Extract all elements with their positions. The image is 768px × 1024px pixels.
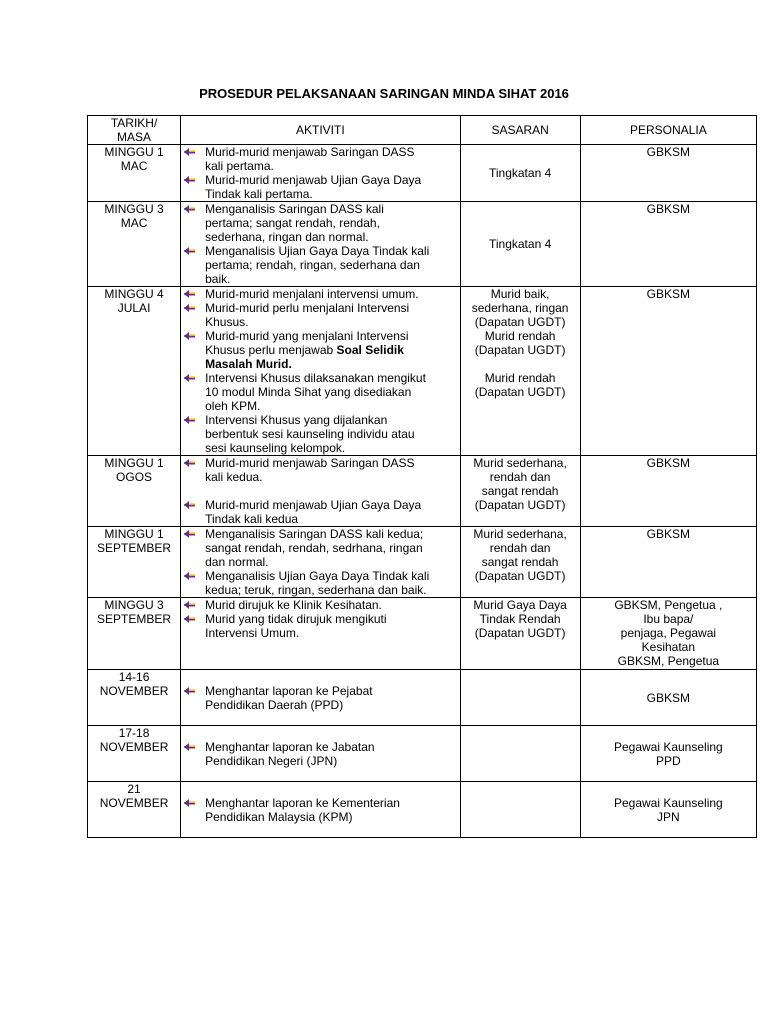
list-item: [181, 145, 459, 173]
row-activities: [181, 726, 460, 782]
table-row: [88, 598, 757, 670]
activity-line: Pendidikan Daerah (PPD): [205, 697, 344, 712]
row-target: [460, 598, 580, 670]
arrow-bullet-icon: [183, 174, 196, 186]
row-activities: [181, 287, 460, 456]
activity-line: Intervensi Umum.: [205, 626, 300, 640]
row-date: [88, 287, 181, 456]
list-item: [181, 413, 459, 455]
row-target: [460, 287, 580, 456]
row-activities: [181, 202, 460, 287]
row-date: [88, 670, 181, 726]
activity-line: sesi kaunseling kelompok.: [205, 441, 346, 455]
row-activities: [181, 527, 460, 598]
activity-line: Murid dirujuk ke Klinik Kesihatan.: [205, 598, 382, 612]
table-row: [88, 202, 757, 287]
row-target: [460, 145, 580, 202]
target-line: Murid sederhana,: [473, 456, 567, 470]
row-personnel: [580, 782, 756, 838]
date-line: MINGGU 1: [104, 527, 164, 541]
list-item: [181, 740, 459, 768]
personnel-line: PPD: [656, 753, 681, 768]
activity-list: [181, 287, 459, 455]
activity-line: Murid-murid menjalani intervensi umum.: [205, 287, 419, 301]
activity-line: Menganalisis Saringan DASS kali: [205, 202, 384, 216]
header-activity: AKTIVITI: [181, 116, 460, 145]
table-row: [88, 456, 757, 527]
arrow-bullet-icon: [183, 741, 196, 753]
activity-list: [181, 796, 459, 824]
arrow-bullet-icon: [183, 599, 196, 611]
arrow-bullet-icon: [183, 245, 196, 257]
list-item: [181, 244, 459, 286]
activity-line: Menghantar laporan ke Kementerian: [205, 795, 400, 810]
table-row: [88, 782, 757, 838]
list-item: [181, 301, 459, 329]
activity-line: pertama; sangat rendah, rendah,: [205, 216, 380, 230]
list-item: [181, 173, 459, 201]
activity-line: Murid-murid yang menjalani Intervensi: [205, 329, 409, 343]
activity-line: Khusus perlu menjawab Soal Selidik: [205, 343, 404, 357]
activity-list: [181, 598, 459, 640]
target-line: Tindak Rendah: [479, 612, 561, 626]
activity-list: [181, 145, 459, 201]
row-personnel: [580, 145, 756, 202]
bold-text: Soal Selidik: [336, 343, 404, 357]
date-line: MINGGU 4: [104, 287, 164, 301]
target-line: Murid rendah: [484, 329, 556, 343]
activity-list: [181, 202, 459, 286]
row-date: [88, 202, 181, 287]
date-line: SEPTEMBER: [97, 541, 172, 555]
target-line: (Dapatan UGDT): [474, 626, 566, 640]
personnel-line: GBKSM: [646, 202, 691, 216]
bold-text: Masalah Murid.: [205, 357, 292, 371]
table-row: [88, 287, 757, 456]
procedure-table: [87, 115, 757, 838]
target-line: (Dapatan UGDT): [474, 569, 566, 583]
personnel-line: GBKSM: [646, 527, 691, 541]
activity-line: Tindak kali kedua: [205, 512, 299, 526]
target-line: Tingkatan 4: [488, 166, 552, 180]
header-date: TARIKH/ MASA: [88, 116, 181, 145]
row-personnel: [580, 527, 756, 598]
target-line: Murid rendah: [484, 371, 556, 385]
activity-line: Murid-murid perlu menjalani Intervensi: [205, 301, 410, 315]
date-line: JULAI: [117, 301, 151, 315]
arrow-bullet-icon: [183, 797, 196, 809]
date-line: OGOS: [116, 470, 153, 484]
table-row: [88, 145, 757, 202]
row-activities: [181, 598, 460, 670]
date-line: NOVEMBER: [99, 796, 169, 810]
activity-line: Menganalisis Ujian Gaya Daya Tindak kali: [205, 244, 430, 258]
date-line: 21: [127, 782, 141, 796]
row-date: [88, 527, 181, 598]
activity-line: Menganalisis Ujian Gaya Daya Tindak kali: [205, 569, 430, 583]
personnel-line: GBKSM: [646, 456, 691, 470]
target-line: Murid sederhana,: [473, 527, 567, 541]
personnel-line: GBKSM: [646, 145, 691, 159]
table-header-row: [88, 116, 757, 145]
date-line: SEPTEMBER: [97, 612, 172, 626]
row-target: [460, 670, 580, 726]
list-item: [181, 371, 459, 413]
arrow-bullet-icon: [183, 499, 196, 511]
header-target: SASARAN: [460, 116, 580, 145]
date-line: NOVEMBER: [99, 740, 169, 754]
date-line: MAC: [120, 159, 148, 173]
date-line: MAC: [120, 216, 148, 230]
activity-line: Menghantar laporan ke Jabatan: [205, 739, 375, 754]
list-item: [181, 612, 459, 640]
arrow-bullet-icon: [183, 302, 196, 314]
date-line: MINGGU 1: [104, 456, 164, 470]
personnel-line: Ibu bapa/: [643, 612, 694, 626]
personnel-line: Pegawai Kaunseling: [613, 795, 723, 810]
row-personnel: [580, 287, 756, 456]
row-target: [460, 456, 580, 527]
list-item: [181, 287, 459, 301]
list-item: [181, 456, 459, 484]
date-line: MINGGU 3: [104, 598, 164, 612]
activity-line: Murid-murid menjawab Ujian Gaya Daya: [205, 498, 422, 512]
personnel-line: GBKSM, Pengetua ,: [614, 598, 723, 612]
personnel-line: GBKSM, Pengetua: [617, 654, 720, 668]
activity-list: [181, 684, 459, 712]
row-target: [460, 202, 580, 287]
target-line: (Dapatan UGDT): [474, 315, 566, 329]
target-line: Murid baik,: [490, 287, 550, 301]
target-line: Tingkatan 4: [488, 237, 552, 251]
activity-list: [181, 456, 459, 526]
date-line: 17-18: [118, 726, 150, 740]
date-line: MINGGU 1: [104, 145, 164, 159]
row-personnel: [580, 598, 756, 670]
personnel-line: GBKSM: [646, 690, 691, 705]
header-personnel: PERSONALIA: [580, 116, 756, 145]
target-line: Murid Gaya Daya: [473, 598, 567, 612]
row-personnel: [580, 670, 756, 726]
row-target: [460, 726, 580, 782]
list-item: [181, 527, 459, 569]
activity-line: Intervensi Khusus yang dijalankan: [205, 413, 388, 427]
list-item: [181, 202, 459, 244]
row-personnel: [580, 456, 756, 527]
activity-line: berbentuk sesi kaunseling individu atau: [205, 427, 415, 441]
document-title: PROSEDUR PELAKSANAAN SARINGAN MINDA SIHAT 2016: [199, 86, 569, 101]
activity-line: Pendidikan Negeri (JPN): [205, 753, 338, 768]
table-body: [88, 145, 757, 838]
row-date: [88, 782, 181, 838]
list-item: [181, 569, 459, 597]
row-activities: [181, 782, 460, 838]
target-line: sangat rendah: [481, 555, 559, 569]
target-line: sederhana, ringan: [471, 301, 569, 315]
row-activities: [181, 456, 460, 527]
activity-line: Pendidikan Malaysia (KPM): [205, 809, 353, 824]
arrow-bullet-icon: [183, 457, 196, 469]
arrow-bullet-icon: [183, 372, 196, 384]
row-date: [88, 598, 181, 670]
table-row: [88, 527, 757, 598]
row-activities: [181, 670, 460, 726]
personnel-line: GBKSM: [646, 287, 691, 301]
arrow-bullet-icon: [183, 414, 196, 426]
activity-line: Intervensi Khusus dilaksanakan mengikut: [205, 371, 426, 385]
list-item: [181, 329, 459, 371]
list-item: [181, 498, 459, 526]
row-date: [88, 726, 181, 782]
date-line: 14-16: [118, 670, 150, 684]
list-item: [181, 796, 459, 824]
row-activities: [181, 145, 460, 202]
activity-line: baik.: [205, 272, 231, 286]
row-target: [460, 527, 580, 598]
list-item: [181, 684, 459, 712]
activity-list: [181, 527, 459, 597]
activity-line: kedua; teruk, ringan, sederhana dan baik.: [205, 583, 427, 597]
arrow-bullet-icon: [183, 685, 196, 697]
target-line: rendah dan: [489, 541, 551, 555]
activity-line: Menganalisis Saringan DASS kali kedua;: [205, 527, 424, 541]
activity-line: Menghantar laporan ke Pejabat: [205, 683, 373, 698]
target-line: (Dapatan UGDT): [474, 498, 566, 512]
activity-list: [181, 740, 459, 768]
arrow-bullet-icon: [183, 288, 196, 300]
activity-line: Murid-murid menjawab Saringan DASS: [205, 456, 415, 470]
arrow-bullet-icon: [183, 146, 196, 158]
activity-line: dan normal.: [205, 555, 269, 569]
activity-line: oleh KPM.: [205, 399, 261, 413]
table-row: [88, 670, 757, 726]
row-personnel: [580, 202, 756, 287]
table-row: [88, 726, 757, 782]
activity-line: kali pertama.: [205, 159, 274, 173]
arrow-bullet-icon: [183, 330, 196, 342]
personnel-line: JPN: [657, 809, 680, 824]
activity-line: 10 modul Minda Sihat yang disediakan: [205, 385, 412, 399]
row-personnel: [580, 726, 756, 782]
date-line: MINGGU 3: [104, 202, 164, 216]
list-item: [181, 598, 459, 612]
activity-line: Tindak kali pertama.: [205, 187, 313, 201]
activity-line: sangat rendah, rendah, sedrhana, ringan: [205, 541, 423, 555]
activity-line: kali kedua.: [205, 470, 263, 484]
target-line: [461, 357, 580, 371]
row-date: [88, 145, 181, 202]
arrow-bullet-icon: [183, 570, 196, 582]
target-line: (Dapatan UGDT): [474, 343, 566, 357]
arrow-bullet-icon: [183, 528, 196, 540]
personnel-line: penjaga, Pegawai: [620, 626, 717, 640]
target-line: (Dapatan UGDT): [474, 385, 566, 399]
arrow-bullet-icon: [183, 203, 196, 215]
row-date: [88, 456, 181, 527]
activity-line: Murid yang tidak dirujuk mengikuti: [205, 612, 387, 626]
activity-line: Khusus.: [205, 315, 249, 329]
activity-line: pertama; rendah, ringan, sederhana dan: [205, 258, 420, 272]
date-line: NOVEMBER: [99, 684, 169, 698]
personnel-line: Pegawai Kaunseling: [613, 739, 723, 754]
arrow-bullet-icon: [183, 613, 196, 625]
row-target: [460, 782, 580, 838]
personnel-line: Kesihatan: [641, 640, 696, 654]
activity-line: [205, 357, 459, 371]
target-line: rendah dan: [489, 470, 551, 484]
activity-line: Murid-murid menjawab Ujian Gaya Daya: [205, 173, 422, 187]
target-line: sangat rendah: [481, 484, 559, 498]
activity-line: sederhana, ringan dan normal.: [205, 230, 369, 244]
activity-line: Murid-murid menjawab Saringan DASS: [205, 145, 415, 159]
